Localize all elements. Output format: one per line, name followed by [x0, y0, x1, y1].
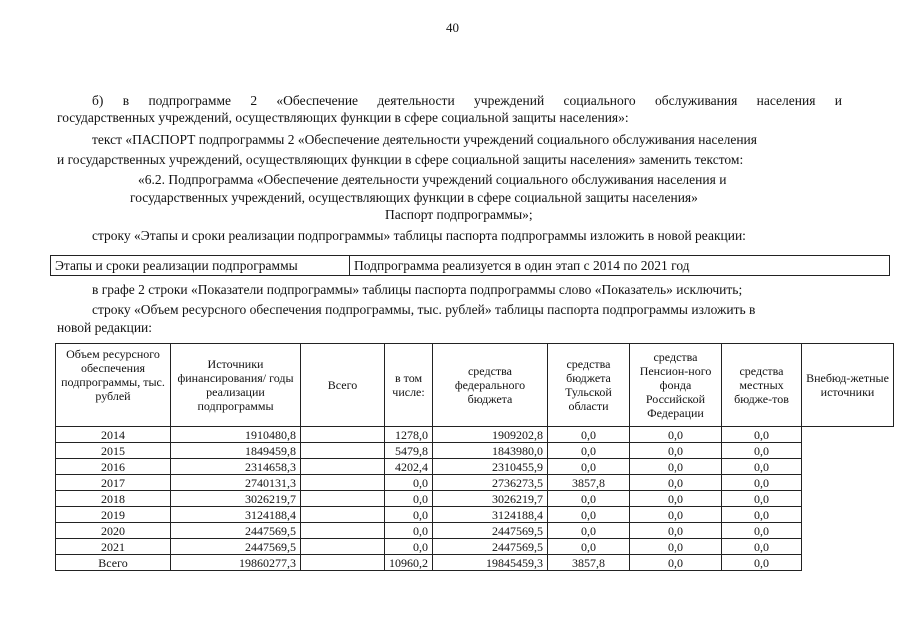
paragraph-line: новой редакции: — [57, 320, 153, 335]
cell-total: 19860277,3 — [171, 555, 301, 571]
header-federal: средства федерального бюджета — [433, 344, 548, 427]
stage-label: Этапы и сроки реализации подпрограммы — [51, 256, 350, 276]
cell-tula: 1843980,0 — [433, 443, 548, 459]
header-extra: Внебюд-жетные источники — [802, 344, 894, 427]
cell-extra: 0,0 — [722, 507, 802, 523]
cell-total: 2447569,5 — [171, 523, 301, 539]
table-header-row — [56, 344, 894, 427]
paragraph-line: и государственных учреждений, осуществляющих функции в сфере социальной защиты населения» заменить текстом: — [57, 152, 744, 167]
cell-local: 0,0 — [630, 523, 722, 539]
cell-total: 3124188,4 — [171, 507, 301, 523]
cell-federal: 0,0 — [385, 507, 433, 523]
cell-local: 0,0 — [630, 507, 722, 523]
cell-federal: 10960,2 — [385, 555, 433, 571]
cell-federal: 0,0 — [385, 523, 433, 539]
table-row — [56, 507, 894, 523]
table-row — [51, 256, 890, 276]
cell-local: 0,0 — [630, 491, 722, 507]
finance-table-body — [56, 427, 894, 571]
cell-year: 2020 — [56, 523, 171, 539]
cell-year: 2017 — [56, 475, 171, 491]
header-pension: средства Пенсион-ного фонда Российской Федерации — [630, 344, 722, 427]
cell-extra: 0,0 — [722, 427, 802, 443]
cell-extra: 0,0 — [722, 523, 802, 539]
cell-year: 2014 — [56, 427, 171, 443]
cell-year: 2016 — [56, 459, 171, 475]
cell-extra: 0,0 — [722, 539, 802, 555]
cell-total: 2314658,3 — [171, 459, 301, 475]
table-row — [56, 539, 894, 555]
cell-tula: 3124188,4 — [433, 507, 548, 523]
header-incl: в том числе: — [385, 344, 433, 427]
cell-pension: 0,0 — [548, 443, 630, 459]
cell-pension: 0,0 — [548, 491, 630, 507]
cell-pension: 0,0 — [548, 459, 630, 475]
cell-year: 2019 — [56, 507, 171, 523]
cell-empty — [301, 507, 385, 523]
cell-tula: 3026219,7 — [433, 491, 548, 507]
cell-pension: 3857,8 — [548, 475, 630, 491]
cell-federal: 4202,4 — [385, 459, 433, 475]
cell-local: 0,0 — [630, 443, 722, 459]
cell-extra: 0,0 — [722, 555, 802, 571]
quoted-title-line: государственных учреждений, осуществляющих функции в сфере социальной защиты населения» — [130, 190, 698, 205]
cell-tula: 1909202,8 — [433, 427, 548, 443]
cell-federal: 0,0 — [385, 539, 433, 555]
cell-empty — [301, 475, 385, 491]
cell-federal: 0,0 — [385, 491, 433, 507]
table-row — [56, 491, 894, 507]
cell-empty — [301, 443, 385, 459]
cell-year: 2021 — [56, 539, 171, 555]
table-row — [56, 427, 894, 443]
cell-total: 2447569,5 — [171, 539, 301, 555]
cell-tula: 2310455,9 — [433, 459, 548, 475]
cell-extra: 0,0 — [722, 459, 802, 475]
header-local: средства местных бюдже-тов — [722, 344, 802, 427]
paragraph-line: государственных учреждений, осуществляющих функции в сфере социальной защиты населения»: — [57, 110, 629, 125]
finance-table — [55, 343, 894, 571]
paragraph-line: в графе 2 строки «Показатели подпрограммы» таблицы паспорта подпрограммы слово «Показатель» исключить; — [92, 282, 743, 297]
header-source: Источники финансирования/ годы реализации подпрограммы — [171, 344, 301, 427]
cell-federal: 0,0 — [385, 475, 433, 491]
row-header-cell: Объем ресурсного обеспечения подпрограммы, тыс. рублей — [56, 344, 171, 427]
cell-empty — [301, 523, 385, 539]
cell-local: 0,0 — [630, 555, 722, 571]
cell-extra: 0,0 — [722, 443, 802, 459]
cell-federal: 1278,0 — [385, 427, 433, 443]
cell-local: 0,0 — [630, 427, 722, 443]
cell-total: 1849459,8 — [171, 443, 301, 459]
cell-local: 0,0 — [630, 539, 722, 555]
stage-value: Подпрограмма реализуется в один этап с 2014 по 2021 год — [350, 256, 890, 276]
cell-federal: 5479,8 — [385, 443, 433, 459]
cell-tula: 2447569,5 — [433, 539, 548, 555]
cell-pension: 0,0 — [548, 427, 630, 443]
cell-total: 1910480,8 — [171, 427, 301, 443]
cell-pension: 0,0 — [548, 507, 630, 523]
quoted-title-line: «6.2. Подпрограмма «Обеспечение деятельности учреждений социального обслуживания населения и — [138, 172, 727, 187]
cell-empty — [301, 491, 385, 507]
paragraph-line: строку «Объем ресурсного обеспечения подпрограммы, тыс. рублей» таблицы паспорта подпрограммы изложить в — [92, 302, 756, 317]
cell-pension: 0,0 — [548, 539, 630, 555]
cell-extra: 0,0 — [722, 491, 802, 507]
page-number: 40 — [446, 20, 459, 35]
stage-table — [50, 255, 890, 276]
paragraph-line: текст «ПАСПОРТ подпрограммы 2 «Обеспечение деятельности учреждений социального обслуживания населения — [92, 132, 757, 147]
cell-tula: 2736273,5 — [433, 475, 548, 491]
cell-pension: 0,0 — [548, 523, 630, 539]
table-row — [56, 523, 894, 539]
header-tula: средства бюджета Тульской области — [548, 344, 630, 427]
cell-total: 3026219,7 — [171, 491, 301, 507]
header-total: Всего — [301, 344, 385, 427]
table-row — [56, 459, 894, 475]
cell-local: 0,0 — [630, 459, 722, 475]
cell-extra: 0,0 — [722, 475, 802, 491]
cell-empty — [301, 555, 385, 571]
cell-pension: 3857,8 — [548, 555, 630, 571]
table-row — [56, 555, 894, 571]
passport-title: Паспорт подпрограммы»; — [385, 207, 533, 222]
cell-empty — [301, 427, 385, 443]
cell-year: 2015 — [56, 443, 171, 459]
cell-tula: 2447569,5 — [433, 523, 548, 539]
paragraph-line: б) в подпрограмме 2 «Обеспечение деятельности учреждений социального обслуживания населения и — [92, 93, 842, 108]
cell-local: 0,0 — [630, 475, 722, 491]
cell-year: 2018 — [56, 491, 171, 507]
paragraph-line: строку «Этапы и сроки реализации подпрограммы» таблицы паспорта подпрограммы изложить в новой реакции: — [92, 228, 746, 243]
table-row — [56, 443, 894, 459]
cell-empty — [301, 459, 385, 475]
cell-year: Всего — [56, 555, 171, 571]
cell-tula: 19845459,3 — [433, 555, 548, 571]
cell-empty — [301, 539, 385, 555]
cell-total: 2740131,3 — [171, 475, 301, 491]
table-row — [56, 475, 894, 491]
